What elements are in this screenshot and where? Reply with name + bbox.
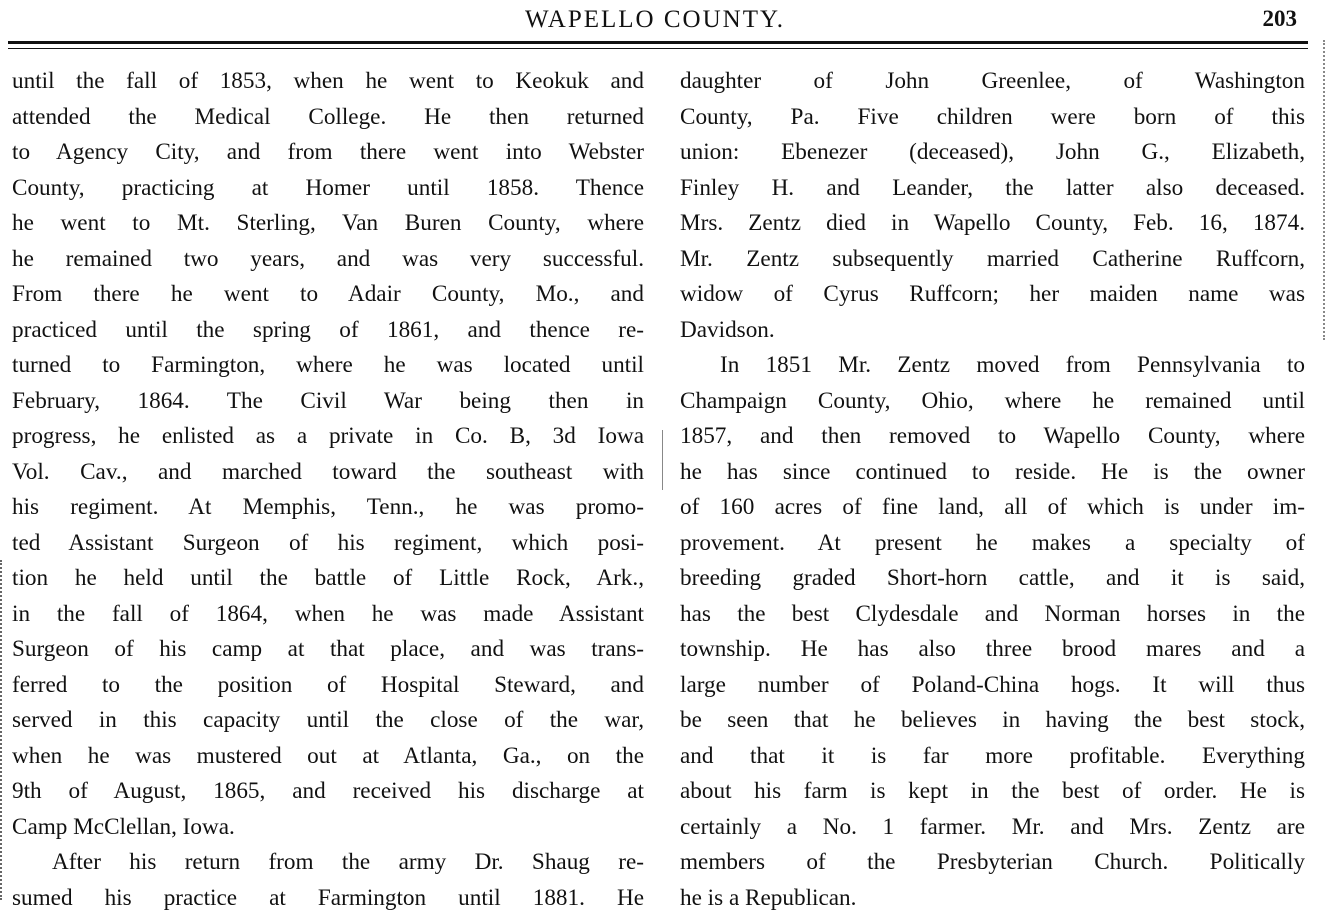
- text-line: turned to Farmington, where he was located until: [12, 352, 644, 378]
- text-line: Finley H. and Leander, the latter also deceased.: [680, 174, 1305, 201]
- text-line: to Agency City, and from there went into Webster: [12, 139, 644, 165]
- right-column: [680, 64, 1305, 916]
- text-line: in the fall of 1864, when he was made Assistant: [12, 600, 644, 627]
- text-line: sumed his practice at Farmington until 1881. He: [12, 884, 644, 911]
- text-line: provement. At present he makes a specialty of: [680, 529, 1305, 556]
- text-line: has the best Clydesdale and Norman horses in the: [680, 600, 1305, 627]
- text-line: practiced until the spring of 1861, and thence re-: [12, 316, 644, 343]
- text-line: After his return from the army Dr. Shaug re-: [52, 849, 644, 875]
- text-line: union: Ebenezer (deceased), John G., Elizabeth,: [680, 139, 1305, 165]
- text-line: breeding graded Short-horn cattle, and it is said,: [680, 565, 1305, 591]
- scan-edge-left: [0, 560, 6, 900]
- text-line: he is a Republican.: [680, 884, 857, 911]
- text-line: until the fall of 1853, when he went to Keokuk and: [12, 68, 644, 94]
- header-rule-thick: [8, 41, 1308, 44]
- text-line: township. He has also three brood mares and a: [680, 636, 1305, 662]
- text-line: when he was mustered out at Atlanta, Ga., on the: [12, 742, 644, 769]
- running-title: WAPELLO COUNTY.: [524, 6, 786, 33]
- text-line: progress, he enlisted as a private in Co. B, 3d Iowa: [12, 423, 644, 449]
- text-line: Surgeon of his camp at that place, and was trans-: [12, 636, 644, 662]
- text-line: From there he went to Adair County, Mo., and: [12, 281, 644, 307]
- text-line: he went to Mt. Sterling, Van Buren County, where: [12, 210, 644, 236]
- text-line: Mr. Zentz subsequently married Catherine Ruffcorn,: [680, 245, 1305, 272]
- text-line: February, 1864. The Civil War being then in: [12, 387, 644, 414]
- column-divider: [662, 430, 663, 490]
- text-line: widow of Cyrus Ruffcorn; her maiden name was: [680, 281, 1305, 307]
- text-line: Davidson.: [680, 316, 775, 343]
- scan-edge-right: [1319, 40, 1325, 340]
- left-column: [12, 64, 644, 916]
- text-line: 1857, and then removed to Wapello County, where: [680, 423, 1305, 449]
- text-line: he remained two years, and was very successful.: [12, 245, 644, 272]
- text-line: attended the Medical College. He then returned: [12, 103, 644, 130]
- text-line: Champaign County, Ohio, where he remained until: [680, 387, 1305, 414]
- text-line: of 160 acres of fine land, all of which is under im-: [680, 494, 1305, 520]
- text-line: Mrs. Zentz died in Wapello County, Feb. 16, 1874.: [680, 210, 1305, 236]
- text-line: daughter of John Greenlee, of Washington: [680, 68, 1305, 94]
- text-line: Vol. Cav., and marched toward the southeast with: [12, 458, 644, 485]
- text-line: In 1851 Mr. Zentz moved from Pennsylvania to: [720, 352, 1305, 378]
- page-number: 203: [1262, 6, 1297, 31]
- text-line: certainly a No. 1 farmer. Mr. and Mrs. Zentz are: [680, 813, 1305, 840]
- page-header: [0, 0, 1325, 40]
- text-line: ferred to the position of Hospital Steward, and: [12, 671, 644, 698]
- text-line: about his farm is kept in the best of order. He is: [680, 778, 1305, 804]
- text-line: he has since continued to reside. He is the owner: [680, 458, 1305, 485]
- text-line: served in this capacity until the close of the war,: [12, 707, 644, 733]
- text-line: County, practicing at Homer until 1858. Thence: [12, 174, 644, 201]
- text-line: members of the Presbyterian Church. Politically: [680, 849, 1305, 875]
- text-line: be seen that he believes in having the best stock,: [680, 707, 1305, 733]
- text-line: ted Assistant Surgeon of his regiment, which posi-: [12, 529, 644, 556]
- text-line: large number of Poland-China hogs. It will thus: [680, 671, 1305, 698]
- text-line: 9th of August, 1865, and received his discharge at: [12, 778, 644, 804]
- text-line: his regiment. At Memphis, Tenn., he was promo-: [12, 494, 644, 520]
- text-line: County, Pa. Five children were born of this: [680, 103, 1305, 130]
- text-line: and that it is far more profitable. Everything: [680, 742, 1305, 769]
- text-line: tion he held until the battle of Little Rock, Ark.,: [12, 565, 644, 591]
- text-line: Camp McClellan, Iowa.: [12, 813, 235, 840]
- header-rule-thin: [8, 48, 1308, 49]
